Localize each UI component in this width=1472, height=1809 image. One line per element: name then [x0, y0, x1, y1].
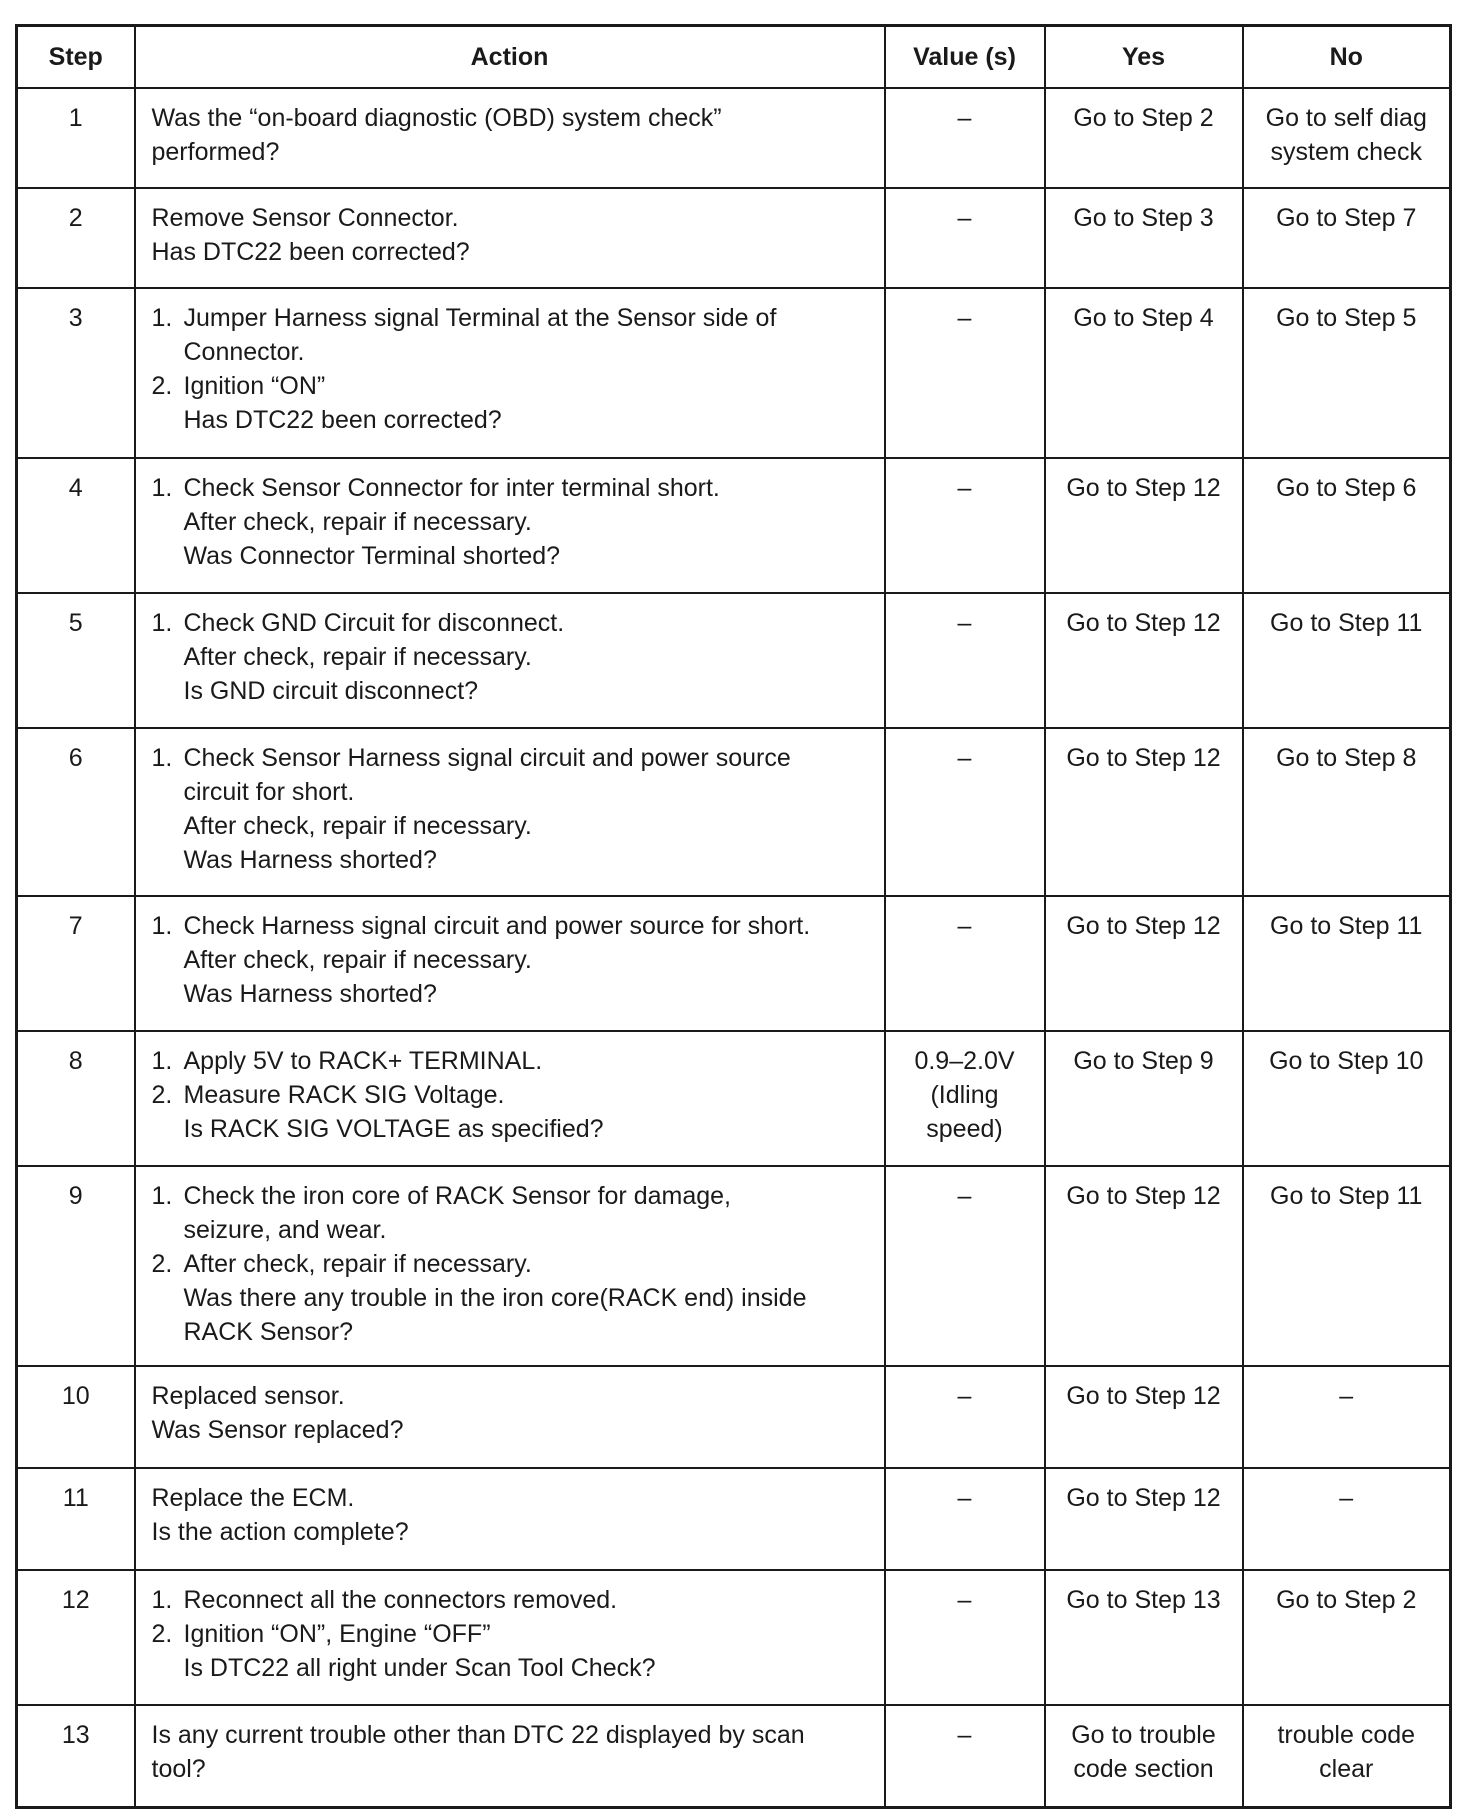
header-value: Value (s) — [885, 26, 1045, 89]
action-line — [152, 843, 874, 877]
table-header-row — [17, 26, 1451, 89]
step-number: 8 — [68, 1047, 83, 1075]
action-line — [152, 1247, 874, 1281]
action-cell — [135, 1705, 885, 1807]
step-number: 7 — [68, 912, 83, 940]
action-line — [152, 1617, 874, 1651]
action-line-text: tool? — [151, 1755, 206, 1783]
value-text: – — [957, 204, 972, 232]
action-line-text: Was Harness shorted? — [183, 980, 437, 1008]
action-line-text: Apply 5V to RACK+ TERMINAL. — [183, 1047, 543, 1075]
yes-cell — [1045, 1031, 1243, 1166]
action-line-text: Is any current trouble other than DTC 22 displayed by scan — [151, 1721, 805, 1749]
yes-text: Go to Step 12 — [1066, 1484, 1221, 1512]
header-no: No — [1243, 26, 1451, 89]
value-cell — [885, 593, 1045, 728]
value-text: – — [957, 1382, 972, 1410]
step-cell — [17, 896, 135, 1031]
step-cell — [17, 1366, 135, 1468]
yes-text: Go to Step 12 — [1066, 744, 1221, 772]
action-cell — [135, 88, 885, 188]
action-line — [152, 1718, 874, 1752]
no-cell — [1243, 1570, 1451, 1705]
action-line-text: circuit for short. — [183, 778, 355, 806]
no-cell — [1243, 728, 1451, 896]
no-text: Go to Step 11 — [1270, 609, 1423, 637]
table-row — [17, 88, 1451, 188]
step-cell — [17, 458, 135, 593]
no-text: – — [1339, 1484, 1354, 1512]
action-cell — [135, 593, 885, 728]
yes-cell — [1045, 88, 1243, 188]
step-cell — [17, 1031, 135, 1166]
action-line-text: Is the action complete? — [151, 1518, 409, 1546]
no-text: Go to Step 11 — [1270, 912, 1423, 940]
action-line-number: 2. — [151, 1250, 173, 1278]
no-text: Go to Step 8 — [1276, 744, 1417, 772]
header-step: Step — [17, 26, 135, 89]
action-line — [152, 1752, 874, 1786]
yes-text: Go to Step 3 — [1073, 204, 1214, 232]
value-text: 0.9–2.0V — [914, 1047, 1015, 1075]
action-line — [152, 606, 874, 640]
action-line-text: Check Sensor Harness signal circuit and power source — [183, 744, 791, 772]
action-line-text: Replaced sensor. — [151, 1382, 345, 1410]
step-cell — [17, 1166, 135, 1366]
action-line — [152, 909, 874, 943]
yes-text: Go to Step 12 — [1066, 474, 1221, 502]
yes-text: Go to Step 2 — [1073, 104, 1214, 132]
value-text: – — [957, 304, 972, 332]
no-text: Go to Step 7 — [1276, 204, 1417, 232]
step-cell — [17, 188, 135, 288]
value-text: – — [957, 1721, 972, 1749]
table-row — [17, 728, 1451, 896]
action-line-text: RACK Sensor? — [183, 1318, 354, 1346]
action-line — [152, 1583, 874, 1617]
no-text: trouble code — [1277, 1721, 1416, 1749]
action-line-text: performed? — [151, 138, 280, 166]
action-line-number: 1. — [151, 609, 173, 637]
value-cell — [885, 1468, 1045, 1570]
action-line-text: After check, repair if necessary. — [183, 643, 532, 671]
value-cell — [885, 458, 1045, 593]
value-text: – — [957, 104, 972, 132]
value-cell — [885, 1166, 1045, 1366]
step-number: 4 — [68, 474, 83, 502]
action-line-text: Replace the ECM. — [151, 1484, 355, 1512]
action-line — [152, 640, 874, 674]
yes-cell — [1045, 1366, 1243, 1468]
action-line-text: After check, repair if necessary. — [183, 812, 532, 840]
step-number: 12 — [61, 1586, 90, 1614]
yes-cell — [1045, 188, 1243, 288]
value-cell — [885, 188, 1045, 288]
yes-text: Go to Step 12 — [1066, 912, 1221, 940]
action-line — [152, 1315, 874, 1349]
table-body — [17, 88, 1451, 1807]
step-cell — [17, 1468, 135, 1570]
action-line — [152, 775, 874, 809]
value-cell — [885, 728, 1045, 896]
yes-text: Go to Step 12 — [1066, 1182, 1221, 1210]
table-row — [17, 458, 1451, 593]
yes-text: Go to Step 12 — [1066, 1382, 1221, 1410]
yes-cell — [1045, 1468, 1243, 1570]
action-line — [152, 539, 874, 573]
action-line-text: Was the “on-board diagnostic (OBD) system check” — [151, 104, 722, 132]
yes-text: Go to Step 13 — [1066, 1586, 1221, 1614]
action-line-number: 1. — [151, 304, 173, 332]
table-row — [17, 1166, 1451, 1366]
yes-cell — [1045, 896, 1243, 1031]
action-line — [152, 943, 874, 977]
value-text: – — [957, 609, 972, 637]
value-cell — [885, 288, 1045, 458]
value-cell — [885, 1031, 1045, 1166]
action-line — [152, 977, 874, 1011]
action-cell — [135, 458, 885, 593]
table-row — [17, 1031, 1451, 1166]
yes-cell — [1045, 1570, 1243, 1705]
action-cell — [135, 1570, 885, 1705]
no-cell — [1243, 188, 1451, 288]
action-line-number: 2. — [151, 1081, 173, 1109]
action-line — [152, 1515, 874, 1549]
step-cell — [17, 1705, 135, 1807]
no-cell — [1243, 593, 1451, 728]
yes-text: code section — [1073, 1755, 1214, 1783]
step-cell — [17, 288, 135, 458]
action-line — [152, 471, 874, 505]
value-cell — [885, 896, 1045, 1031]
action-line-text: Ignition “ON” — [183, 372, 326, 400]
action-line-number: 2. — [151, 372, 173, 400]
action-line-number: 1. — [151, 1182, 173, 1210]
value-cell — [885, 88, 1045, 188]
action-line-text: Check the iron core of RACK Sensor for damage, — [183, 1182, 731, 1210]
action-line-text: Was there any trouble in the iron core(RACK end) inside — [183, 1284, 807, 1312]
action-line — [152, 1213, 874, 1247]
yes-cell — [1045, 458, 1243, 593]
no-cell — [1243, 1366, 1451, 1468]
step-number: 13 — [61, 1721, 90, 1749]
no-text: clear — [1319, 1755, 1374, 1783]
yes-text: Go to Step 12 — [1066, 609, 1221, 637]
no-cell — [1243, 896, 1451, 1031]
action-line-text: Reconnect all the connectors removed. — [183, 1586, 618, 1614]
action-line-text: Has DTC22 been corrected? — [183, 406, 502, 434]
yes-cell — [1045, 593, 1243, 728]
table-row — [17, 188, 1451, 288]
action-line-number: 1. — [151, 1586, 173, 1614]
no-text: – — [1339, 1382, 1354, 1410]
action-cell — [135, 288, 885, 458]
action-line — [152, 335, 874, 369]
action-line-number: 1. — [151, 474, 173, 502]
action-line — [152, 369, 874, 403]
step-number: 6 — [68, 744, 83, 772]
yes-text: Go to trouble — [1071, 1721, 1216, 1749]
no-text: Go to Step 5 — [1276, 304, 1417, 332]
table-row — [17, 593, 1451, 728]
no-cell — [1243, 288, 1451, 458]
action-line — [152, 101, 874, 135]
step-cell — [17, 1570, 135, 1705]
action-line-text: seizure, and wear. — [183, 1216, 387, 1244]
action-line-text: Is GND circuit disconnect? — [183, 677, 479, 705]
action-cell — [135, 1166, 885, 1366]
action-line-text: Measure RACK SIG Voltage. — [183, 1081, 505, 1109]
action-line — [152, 1078, 874, 1112]
value-text: – — [957, 1182, 972, 1210]
no-text: Go to self diag — [1265, 104, 1427, 132]
action-line-text: Connector. — [183, 338, 305, 366]
header-yes: Yes — [1045, 26, 1243, 89]
diagnostic-table — [15, 24, 1452, 1809]
action-line-text: After check, repair if necessary. — [183, 946, 532, 974]
table-row — [17, 1705, 1451, 1807]
value-text: speed) — [926, 1115, 1003, 1143]
yes-cell — [1045, 288, 1243, 458]
table-row — [17, 896, 1451, 1031]
no-text: Go to Step 2 — [1276, 1586, 1417, 1614]
action-line — [152, 1112, 874, 1146]
no-cell — [1243, 458, 1451, 593]
yes-text: Go to Step 9 — [1073, 1047, 1214, 1075]
no-text: Go to Step 6 — [1276, 474, 1417, 502]
value-text: – — [957, 474, 972, 502]
action-line-number: 1. — [151, 744, 173, 772]
action-line-text: After check, repair if necessary. — [183, 508, 532, 536]
action-line — [152, 809, 874, 843]
action-line-text: Check GND Circuit for disconnect. — [183, 609, 565, 637]
action-line — [152, 301, 874, 335]
action-cell — [135, 728, 885, 896]
action-line — [152, 135, 874, 169]
value-text: – — [957, 912, 972, 940]
action-line-text: After check, repair if necessary. — [183, 1250, 532, 1278]
yes-cell — [1045, 728, 1243, 896]
step-number: 2 — [68, 204, 83, 232]
value-text: – — [957, 1586, 972, 1614]
action-line — [152, 1044, 874, 1078]
no-cell — [1243, 1166, 1451, 1366]
yes-cell — [1045, 1166, 1243, 1366]
action-cell — [135, 1468, 885, 1570]
action-cell — [135, 188, 885, 288]
action-line-text: Was Connector Terminal shorted? — [183, 542, 561, 570]
action-line-number: 1. — [151, 1047, 173, 1075]
no-cell — [1243, 88, 1451, 188]
yes-text: Go to Step 4 — [1073, 304, 1214, 332]
action-line-text: Was Sensor replaced? — [151, 1416, 404, 1444]
value-text: (Idling — [930, 1081, 999, 1109]
step-number: 3 — [68, 304, 83, 332]
value-text: – — [957, 1484, 972, 1512]
action-line — [152, 1379, 874, 1413]
step-cell — [17, 728, 135, 896]
action-cell — [135, 1366, 885, 1468]
action-line-number: 2. — [151, 1620, 173, 1648]
no-text: system check — [1270, 138, 1422, 166]
step-number: 9 — [68, 1182, 83, 1210]
action-line-text: Jumper Harness signal Terminal at the Sensor side of — [183, 304, 777, 332]
action-line — [152, 1651, 874, 1685]
action-line-text: Ignition “ON”, Engine “OFF” — [183, 1620, 491, 1648]
step-number: 11 — [62, 1484, 89, 1512]
table-row — [17, 1570, 1451, 1705]
value-cell — [885, 1705, 1045, 1807]
action-line-number: 1. — [151, 912, 173, 940]
table-row — [17, 1366, 1451, 1468]
value-text: – — [957, 744, 972, 772]
step-number: 10 — [61, 1382, 90, 1410]
action-line — [152, 674, 874, 708]
action-line — [152, 1179, 874, 1213]
action-line — [152, 201, 874, 235]
no-cell — [1243, 1705, 1451, 1807]
action-line-text: Is DTC22 all right under Scan Tool Check? — [183, 1654, 656, 1682]
step-cell — [17, 88, 135, 188]
action-line — [152, 1413, 874, 1447]
yes-cell — [1045, 1705, 1243, 1807]
action-line-text: Was Harness shorted? — [183, 846, 437, 874]
step-number: 5 — [68, 609, 83, 637]
value-cell — [885, 1570, 1045, 1705]
no-cell — [1243, 1031, 1451, 1166]
action-line — [152, 235, 874, 269]
action-line-text: Check Sensor Connector for inter terminal short. — [183, 474, 720, 502]
action-line — [152, 1481, 874, 1515]
action-line-text: Is RACK SIG VOLTAGE as specified? — [183, 1115, 604, 1143]
action-cell — [135, 1031, 885, 1166]
action-line — [152, 741, 874, 775]
action-line — [152, 403, 874, 437]
table-row — [17, 288, 1451, 458]
header-action: Action — [135, 26, 885, 89]
no-text: Go to Step 10 — [1269, 1047, 1424, 1075]
action-line-text: Has DTC22 been corrected? — [151, 238, 470, 266]
step-cell — [17, 593, 135, 728]
action-cell — [135, 896, 885, 1031]
table-row — [17, 1468, 1451, 1570]
action-line-text: Remove Sensor Connector. — [151, 204, 459, 232]
value-cell — [885, 1366, 1045, 1468]
action-line — [152, 505, 874, 539]
action-line-text: Check Harness signal circuit and power source for short. — [183, 912, 811, 940]
no-cell — [1243, 1468, 1451, 1570]
action-line — [152, 1281, 874, 1315]
no-text: Go to Step 11 — [1270, 1182, 1423, 1210]
step-number: 1 — [68, 104, 83, 132]
